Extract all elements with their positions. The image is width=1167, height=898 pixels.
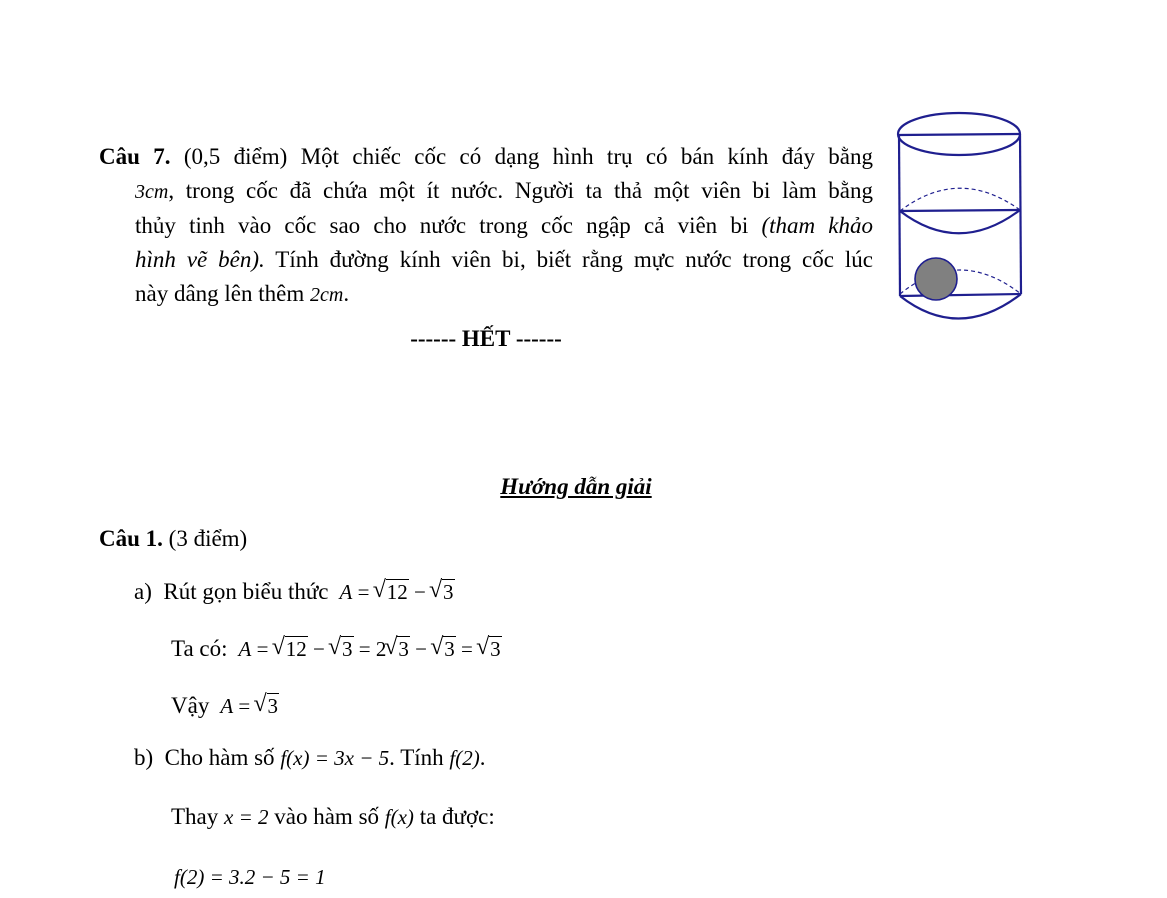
q1a-vay: Vậy xyxy=(171,693,210,718)
q1a-expression: A = √ 12 − √ 3 xyxy=(334,580,454,604)
q1a-conclusion xyxy=(171,693,279,719)
q7-label: Câu 7. xyxy=(99,144,171,169)
q1-heading xyxy=(99,526,247,552)
q1-label: Câu 1. xyxy=(99,526,163,551)
q7-italic-1: (tham khảo xyxy=(761,213,874,238)
q1b-result xyxy=(174,864,326,890)
q1b-statement: b) Cho hàm số f(x) = 3x − 5. Tính f(2). xyxy=(134,745,486,770)
q1a-step-label: Ta có: xyxy=(171,636,228,661)
cup-right-wall xyxy=(1020,134,1021,294)
q1b-function: f(x) = 3x − 5 xyxy=(280,746,390,770)
q1a-rad-12: 12 xyxy=(386,580,408,604)
water-level-top-front xyxy=(900,210,1020,233)
q7-text-1: Một chiếc cốc có dạng hình trụ có bán kính đáy bằng xyxy=(300,144,874,169)
q1b-ask: . Tính xyxy=(389,745,444,770)
q1a-step-expression: A = √ 12 − √ 3 = 2√ 3 − √ 3 = √ 3 xyxy=(233,637,501,661)
q7-rise: 2cm xyxy=(310,284,344,306)
water-level-top-line xyxy=(900,210,1020,211)
q1a-result: A = √ 3 xyxy=(215,694,279,718)
q7-line-2 xyxy=(99,174,873,209)
q7-text-3: thủy tinh vào cốc sao cho nước trong cốc ngập cả viên bi xyxy=(135,213,749,238)
q7-line-5 xyxy=(99,277,873,312)
q7-line-1 xyxy=(99,140,873,174)
q1b-text: Cho hàm số xyxy=(164,745,275,770)
q1b-label: b) xyxy=(134,745,154,770)
q1-points: (3 điểm) xyxy=(168,526,248,551)
q1b-result-expression: f(2) = 3.2 − 5 = 1 xyxy=(174,865,326,889)
q7-points: (0,5 điểm) xyxy=(183,144,288,169)
q1a-text: Rút gọn biểu thức xyxy=(163,579,329,604)
q7-text-4: Tính đường kính viên bi, biết rằng mực nước trong cốc lúc xyxy=(275,247,873,272)
q1a-rad-3: 3 xyxy=(443,580,454,604)
cup-left-wall xyxy=(899,135,900,296)
q7-line-4 xyxy=(99,243,873,277)
cylinder-figure xyxy=(890,106,1030,326)
q1b-duoc: ta được: xyxy=(419,804,495,829)
q1b-fx: f(x) xyxy=(384,805,414,829)
q1b-vao: vào hàm số xyxy=(274,804,380,829)
end-marker: ------ HẾT ------ xyxy=(410,326,562,351)
q1a-var: A xyxy=(339,580,353,604)
q1b-thay: Thay xyxy=(171,804,219,829)
water-level-top-back xyxy=(900,188,1020,211)
q1b-ask-math: f(2) xyxy=(449,746,480,770)
q7-radius: 3cm xyxy=(135,181,169,203)
guide-title: Hướng dẫn giải xyxy=(500,474,652,499)
question-7 xyxy=(99,140,873,312)
glass-ball xyxy=(915,258,957,300)
q7-italic-2: hình vẽ bên). xyxy=(135,247,265,272)
q1a-label: a) xyxy=(134,579,152,604)
q1b-substitution xyxy=(171,804,495,830)
q1a-step xyxy=(171,636,502,662)
q7-period: . xyxy=(343,281,350,306)
q7-text-5: này dâng lên thêm xyxy=(135,281,305,306)
q7-line-3 xyxy=(99,209,873,243)
water-level-bottom-line xyxy=(900,294,1021,296)
cup-top-rim-line xyxy=(899,134,1020,135)
q1b-x-value: x = 2 xyxy=(224,805,269,829)
q7-text-2: , trong cốc đã chứa một ít nước. Người ta thả một viên bi làm bằng xyxy=(168,178,873,203)
cup-bottom-ellipse xyxy=(900,294,1021,319)
q1a-statement xyxy=(134,579,455,605)
